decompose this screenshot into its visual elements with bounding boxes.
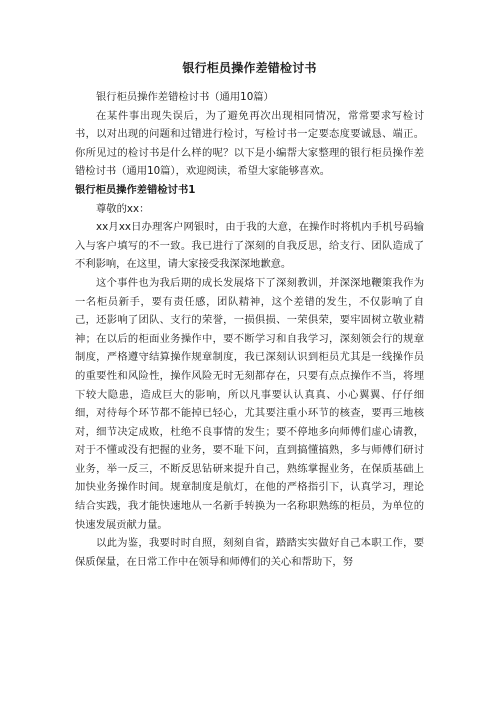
body-paragraph: 以此为鉴，我要时时自照，刻刻自省，踏踏实实做好自己本职工作，要保质保量，在日常工作中在领导和师傅们的关心和帮助下，努 xyxy=(75,537,424,568)
subtitle-paragraph: 银行柜员操作差错检讨书（通用10篇） xyxy=(96,91,274,103)
body-paragraph: xx月xx日办理客户网银时，由于我的大意，在操作时将机内手机号码输入与客户填写的不一致。我已进行了深刻的自我反思，给支行、团队造成了不利影响，在这里，请大家接受我深深地歉意。 xyxy=(75,221,424,271)
body-paragraph: 这个事件也为我后期的成长发展烙下了深刻教训，并深深地鞭策我作为一名柜员新手，要有责任感，团队精神，这个差错的发生，不仅影响了自己，还影响了团队、支行的荣誉，一损俱损、一荣俱荣，要牢固树立敬业精神；在以后的柜面业务操作中，要不断学习和自我学习，深刻领会行的规章制度，严格遵守结算操作规章制度，我已深刻认识到柜员尤其是一线操作员的重要性和风险性，操作风险无时无刻都存在，只要有点点操作不当，将埋下较大隐患，造成巨大的影响，所以凡事要认认真真、小心翼翼、仔仔细细，对待每个环节都不能掉已轻心，尤其要注重小环节的核查，要再三地核对，细节决定成败，杜绝不良事情的发生；要不停地多向师傅们虚心请教，对于不懂或没有把握的业务，要不耻下问，直到搞懂搞熟，多与师傅们研讨业务，举一反三，不断反思钻研来提升自己，熟练掌握业务，在保质基础上加快业务操作时间。规章制度是航灯，在他的严格指引下，认真学习，理论结合实践，我才能快速地从一名新手转换为一名称职熟练的柜员，为单位的快速发展贡献力量。 xyxy=(75,276,424,531)
section-heading: 银行柜员操作差错检讨书1 xyxy=(75,183,196,196)
intro-paragraph: 在某件事出现失误后，为了避免再次出现相同情况，常常要求写检讨书，以对出现的问题和过错进行检讨，写检讨书一定要态度要诚恳、端正。你所见过的检讨书是什么样的呢？以下是小编帮大家整理的银行柜员操作差错检讨书（通用10篇），欢迎阅读，希望大家能够喜欢。 xyxy=(75,109,424,178)
document-title: 银行柜员操作差错检讨书 xyxy=(182,61,317,75)
salutation-paragraph: 尊敬的xx： xyxy=(96,202,150,215)
